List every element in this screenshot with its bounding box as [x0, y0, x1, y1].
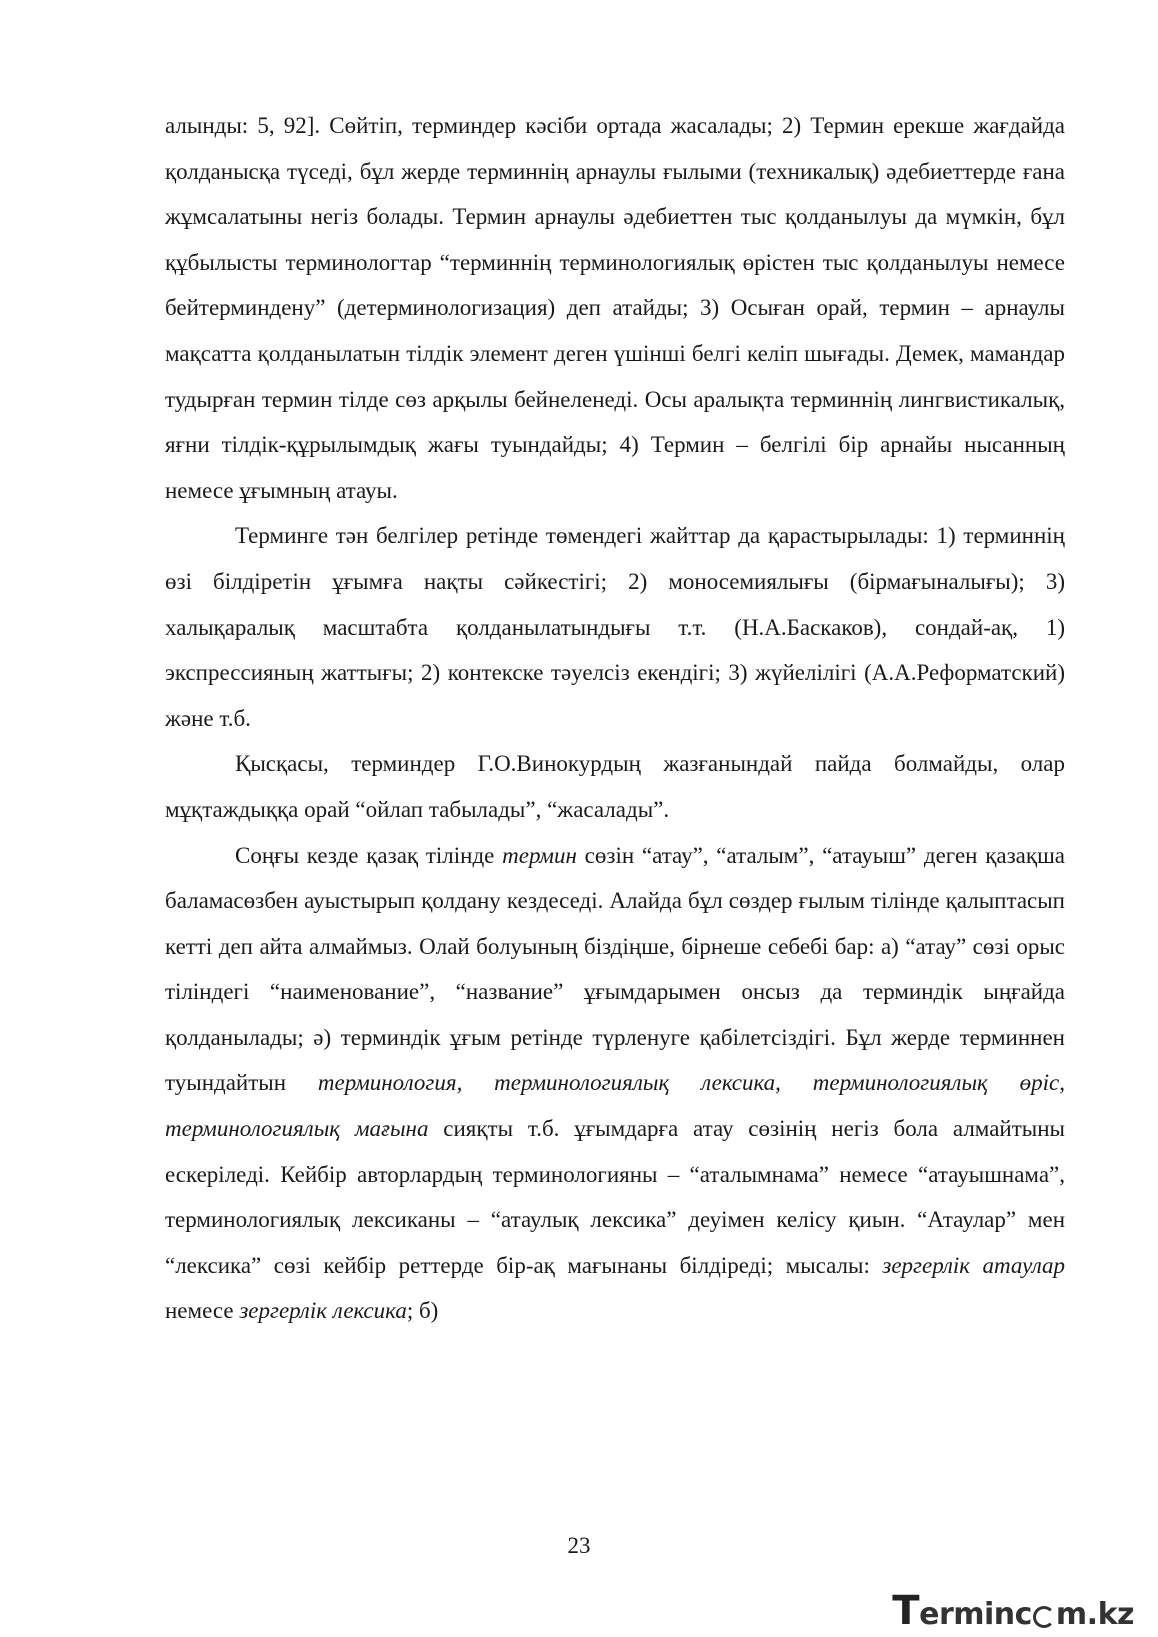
o-circle-logo-icon: [1033, 1606, 1055, 1628]
paragraph: [165, 833, 1065, 1335]
paragraph-text: немесе: [165, 1298, 240, 1324]
watermark-text-part1: erminc: [919, 1597, 1032, 1632]
italic-term: зергерлік атаулар: [882, 1252, 1065, 1278]
paragraph: [165, 741, 1065, 832]
paragraph-text: Терминге тән белгілер ретінде төмендегі жайттар да қарастырылады: 1) терминнің өзі білдіретін ұғымға нақты сәйкестігі; 2) моносемиялығы (бірмағыналығы); 3) халықаралық масштабта қолданылатындығы т.т. (Н.А.Баскаков), сондай-ақ, 1) экспрессияның жаттығы; 2) контекске тәуелсіз екендігі; 3) жүйелілігі (А.А.Реформатский) және т.б.: [165, 523, 1065, 731]
paragraph-text: ; б): [406, 1298, 439, 1324]
watermark-first-letter: T: [892, 1588, 920, 1634]
italic-term: термин: [502, 842, 577, 868]
paragraph-text: Қысқасы, терминдер Г.О.Винокурдың жазғанындай пайда болмайды, олар мұқтаждыққа орай “ойлап табылады”, “жасалады”.: [165, 751, 1065, 822]
paragraph-text: сияқты т.б. ұғымдарға атау сөзінің негіз бола алмайтыны ескеріледі. Кейбір авторлардың терминологияны – “аталымнама” немесе “атауышнама”, терминологиялық лексиканы – “атаулық лексика” деуімен келісу қиын. “Атаулар” мен “лексика” сөзі кейбір реттерде бір-ақ мағынаны білдіреді; мысалы:: [165, 1116, 1065, 1278]
italic-term: терминология, терминологиялық лексика, терминологиялық өріс, терминологиялық мағына: [165, 1070, 1065, 1142]
paragraph-text: Соңғы кезде қазақ тілінде: [235, 842, 503, 868]
paragraph: [165, 103, 1065, 513]
paragraph: [165, 513, 1065, 741]
watermark-text-part2: m.kz: [1055, 1597, 1134, 1632]
paragraph-text: алынды: 5, 92]. Сөйтіп, терминдер кәсіби ортада жасалады; 2) Термин ерекше жағдайда қолданысқа түседі, бұл жерде терминнің арнаулы ғылыми (техникалық) әдебиеттерде ғана жұмсалатыны негіз болады. Термин арнаулы әдебиеттен тыс қолданылуы да мүмкін, бұл құбылысты терминологтар “терминнің терминологиялық өрістен тыс қолданылуы немесе бейтерминдену” (детерминологизация) деп атайды; 3) Осыған орай, термин – арнаулы мақсатта қолданылатын тілдік элемент деген үшінші белгі келіп шығады. Демек, мамандар тудырған термин тілде сөз арқылы бейнеленеді. Осы аралықта терминнің лингвистикалық, яғни тілдік-құрылымдық жағы туындайды; 4) Термин – белгілі бір арнайы нысанның немесе ұғымның атауы.: [165, 113, 1065, 503]
italic-term: зергерлік лексика: [239, 1298, 407, 1324]
termincom-watermark-logo: [892, 1588, 1134, 1634]
paragraph-text: сөзін “атау”, “аталым”, “атауыш” деген қазақша баламасөзбен ауыстырып қолдану кездеседі. Алайда бұл сөздер ғылым тілінде қалыптасып кетті деп айта алмаймыз. Олай болуының біздіңше, бірнеше себебі бар: а) “атау” сөзі орыс тіліндегі “наименование”, “название” ұғымдарымен онсыз да терминдік ыңғайда қолданылады; ә) терминдік ұғым ретінде түрленуге қабілетсіздігі. Бұл жерде терминнен туындайтын: [165, 842, 1065, 1096]
page-number: 23: [567, 1533, 591, 1558]
document-body: [165, 103, 1065, 1334]
